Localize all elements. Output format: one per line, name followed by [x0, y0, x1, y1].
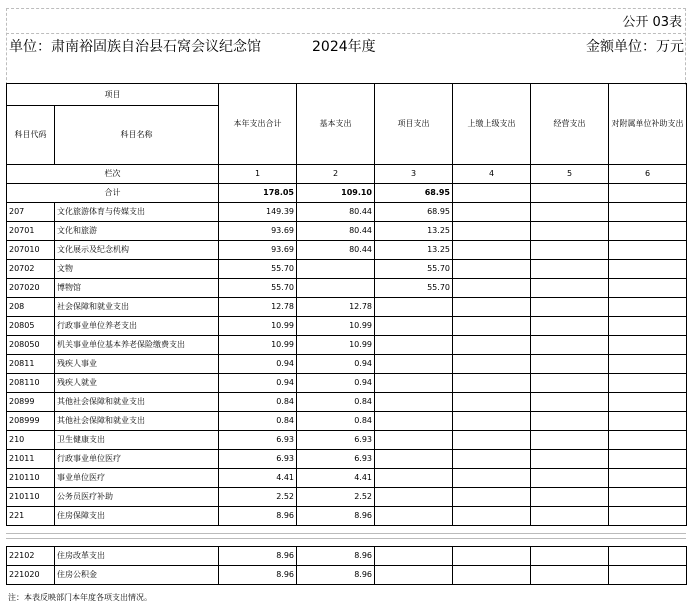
- page-break: [6, 533, 686, 539]
- basic-amount: 6.93: [297, 450, 375, 469]
- basic-amount: 8.96: [297, 507, 375, 526]
- empty-cell: [531, 566, 609, 585]
- empty-cell: [453, 298, 531, 317]
- subject-code: 210110: [7, 488, 55, 507]
- table-row: [7, 222, 687, 241]
- subject-name: 残疾人就业: [55, 374, 219, 393]
- basic-amount: 0.94: [297, 355, 375, 374]
- footnote: 注：本表反映部门本年度各项支出情况。: [8, 593, 152, 602]
- empty-cell: [453, 469, 531, 488]
- subject-code: 207: [7, 203, 55, 222]
- basic-amount: 12.78: [297, 298, 375, 317]
- subject-code: 22102: [7, 547, 55, 566]
- subject-code: 20702: [7, 260, 55, 279]
- column-index: 1: [219, 165, 297, 184]
- empty-cell: [609, 469, 687, 488]
- total-amount: 8.96: [219, 547, 297, 566]
- basic-amount: [297, 260, 375, 279]
- empty-cell: [609, 431, 687, 450]
- empty-cell: [531, 507, 609, 526]
- basic-amount: 0.94: [297, 374, 375, 393]
- basic-amount: 4.41: [297, 469, 375, 488]
- empty-cell: [453, 336, 531, 355]
- empty-cell: [531, 298, 609, 317]
- project-amount: [375, 431, 453, 450]
- title-divider: [6, 33, 686, 34]
- subject-code: 221: [7, 507, 55, 526]
- table-row: [7, 393, 687, 412]
- subject-name: 住房改革支出: [55, 547, 219, 566]
- total-amount: 0.94: [219, 355, 297, 374]
- subject-code: 221020: [7, 566, 55, 585]
- table-row: [7, 412, 687, 431]
- basic-amount: 80.44: [297, 203, 375, 222]
- column-index: 3: [375, 165, 453, 184]
- project-amount: 55.70: [375, 279, 453, 298]
- table-row: [7, 336, 687, 355]
- subject-name: 行政事业单位养老支出: [55, 317, 219, 336]
- table-row: [7, 507, 687, 526]
- project-amount: [375, 566, 453, 585]
- empty-cell: [609, 317, 687, 336]
- empty-cell: [453, 507, 531, 526]
- basic-amount: 80.44: [297, 241, 375, 260]
- empty-cell: [453, 279, 531, 298]
- table-row: [7, 279, 687, 298]
- total-amount: 0.94: [219, 374, 297, 393]
- empty-cell: [453, 393, 531, 412]
- empty-cell: [531, 469, 609, 488]
- table-row: [7, 241, 687, 260]
- subject-code: 207020: [7, 279, 55, 298]
- header-code: 科目代码: [7, 106, 55, 165]
- project-amount: [375, 336, 453, 355]
- total-amount: 0.84: [219, 412, 297, 431]
- total-amount: 149.39: [219, 203, 297, 222]
- empty-cell: [609, 393, 687, 412]
- subject-name: 文化旅游体育与传媒支出: [55, 203, 219, 222]
- header-basic: 基本支出: [297, 84, 375, 165]
- header-upper: 上缴上级支出: [453, 84, 531, 165]
- empty-cell: [531, 450, 609, 469]
- column-index: 5: [531, 165, 609, 184]
- table-row: [7, 469, 687, 488]
- subject-name: 事业单位医疗: [55, 469, 219, 488]
- header-name: 科目名称: [55, 106, 219, 165]
- subject-name: 卫生健康支出: [55, 431, 219, 450]
- subject-name: 文化和旅游: [55, 222, 219, 241]
- column-index: 6: [609, 165, 687, 184]
- expenditure-table-continued: [6, 546, 687, 585]
- total-amount: 6.93: [219, 450, 297, 469]
- table-row: [7, 298, 687, 317]
- table-row: [7, 317, 687, 336]
- empty-cell: [453, 431, 531, 450]
- money-unit: 金额单位：万元: [586, 39, 684, 55]
- empty-cell: [531, 241, 609, 260]
- basic-amount: 6.93: [297, 431, 375, 450]
- sum-total: 178.05: [219, 184, 297, 203]
- subject-code: 208999: [7, 412, 55, 431]
- header-project: 项目: [7, 84, 219, 106]
- empty-cell: [453, 184, 531, 203]
- subject-name: 文化展示及纪念机构: [55, 241, 219, 260]
- table-row: [7, 355, 687, 374]
- subject-code: 208: [7, 298, 55, 317]
- subject-code: 208050: [7, 336, 55, 355]
- empty-cell: [609, 241, 687, 260]
- sum-label: 合计: [7, 184, 219, 203]
- empty-cell: [453, 222, 531, 241]
- project-amount: 55.70: [375, 260, 453, 279]
- project-amount: [375, 374, 453, 393]
- subject-name: 博物馆: [55, 279, 219, 298]
- empty-cell: [609, 203, 687, 222]
- empty-cell: [531, 222, 609, 241]
- empty-cell: [609, 374, 687, 393]
- empty-cell: [531, 412, 609, 431]
- total-amount: 10.99: [219, 317, 297, 336]
- basic-amount: 8.96: [297, 566, 375, 585]
- project-amount: [375, 488, 453, 507]
- column-index: 2: [297, 165, 375, 184]
- empty-cell: [609, 260, 687, 279]
- total-amount: 93.69: [219, 222, 297, 241]
- subject-code: 210110: [7, 469, 55, 488]
- subject-code: 20701: [7, 222, 55, 241]
- project-amount: 13.25: [375, 222, 453, 241]
- empty-cell: [531, 184, 609, 203]
- empty-cell: [609, 412, 687, 431]
- table-row: [7, 547, 687, 566]
- empty-cell: [453, 355, 531, 374]
- subject-code: 207010: [7, 241, 55, 260]
- empty-cell: [531, 488, 609, 507]
- subject-code: 210: [7, 431, 55, 450]
- total-amount: 55.70: [219, 260, 297, 279]
- subject-name: 残疾人事业: [55, 355, 219, 374]
- subject-code: 21011: [7, 450, 55, 469]
- empty-cell: [609, 298, 687, 317]
- basic-amount: 8.96: [297, 547, 375, 566]
- project-amount: [375, 450, 453, 469]
- header-subsidy: 对附属单位补助支出: [609, 84, 687, 165]
- subject-code: 20899: [7, 393, 55, 412]
- report-year: 2024年度: [312, 39, 376, 55]
- empty-cell: [453, 203, 531, 222]
- empty-cell: [453, 547, 531, 566]
- empty-cell: [453, 566, 531, 585]
- empty-cell: [453, 241, 531, 260]
- empty-cell: [453, 450, 531, 469]
- empty-cell: [531, 279, 609, 298]
- table-row: [7, 431, 687, 450]
- empty-cell: [609, 279, 687, 298]
- empty-cell: [531, 547, 609, 566]
- empty-cell: [609, 566, 687, 585]
- empty-cell: [531, 374, 609, 393]
- subject-name: 住房公积金: [55, 566, 219, 585]
- empty-cell: [453, 412, 531, 431]
- subject-name: 其他社会保障和就业支出: [55, 412, 219, 431]
- table-row: [7, 203, 687, 222]
- empty-cell: [453, 260, 531, 279]
- header-project-expenditure: 项目支出: [375, 84, 453, 165]
- table-row: [7, 488, 687, 507]
- empty-cell: [609, 355, 687, 374]
- basic-amount: 2.52: [297, 488, 375, 507]
- empty-cell: [531, 260, 609, 279]
- subject-code: 20805: [7, 317, 55, 336]
- empty-cell: [531, 431, 609, 450]
- basic-amount: [297, 279, 375, 298]
- basic-amount: 0.84: [297, 393, 375, 412]
- empty-cell: [609, 547, 687, 566]
- empty-cell: [531, 355, 609, 374]
- empty-cell: [531, 203, 609, 222]
- column-index: 4: [453, 165, 531, 184]
- subject-name: 公务员医疗补助: [55, 488, 219, 507]
- subject-name: 住房保障支出: [55, 507, 219, 526]
- empty-cell: [453, 374, 531, 393]
- total-amount: 55.70: [219, 279, 297, 298]
- header-business: 经营支出: [531, 84, 609, 165]
- empty-cell: [609, 488, 687, 507]
- table-row: [7, 260, 687, 279]
- table-row: [7, 374, 687, 393]
- total-amount: 6.93: [219, 431, 297, 450]
- project-amount: 68.95: [375, 203, 453, 222]
- project-amount: [375, 355, 453, 374]
- table-row: [7, 450, 687, 469]
- project-amount: [375, 298, 453, 317]
- total-amount: 8.96: [219, 566, 297, 585]
- empty-cell: [609, 507, 687, 526]
- project-amount: 13.25: [375, 241, 453, 260]
- total-amount: 93.69: [219, 241, 297, 260]
- basic-amount: 10.99: [297, 317, 375, 336]
- column-index-label: 栏次: [7, 165, 219, 184]
- empty-cell: [531, 317, 609, 336]
- subject-name: 行政事业单位医疗: [55, 450, 219, 469]
- empty-cell: [609, 450, 687, 469]
- empty-cell: [531, 393, 609, 412]
- unit-name: 单位：肃南裕固族自治县石窝会议纪念馆: [9, 39, 261, 55]
- basic-amount: 10.99: [297, 336, 375, 355]
- total-amount: 10.99: [219, 336, 297, 355]
- table-row: [7, 566, 687, 585]
- subject-name: 其他社会保障和就业支出: [55, 393, 219, 412]
- project-amount: [375, 317, 453, 336]
- header-total: 本年支出合计: [219, 84, 297, 165]
- empty-cell: [453, 317, 531, 336]
- total-amount: 2.52: [219, 488, 297, 507]
- subject-code: 208110: [7, 374, 55, 393]
- total-amount: 0.84: [219, 393, 297, 412]
- subject-name: 文物: [55, 260, 219, 279]
- project-amount: [375, 507, 453, 526]
- empty-cell: [453, 488, 531, 507]
- table-number: 公开 03表: [622, 15, 682, 30]
- expenditure-table: [6, 83, 687, 526]
- basic-amount: 80.44: [297, 222, 375, 241]
- subject-name: 社会保障和就业支出: [55, 298, 219, 317]
- project-amount: [375, 412, 453, 431]
- subject-code: 20811: [7, 355, 55, 374]
- total-amount: 8.96: [219, 507, 297, 526]
- subject-name: 机关事业单位基本养老保险缴费支出: [55, 336, 219, 355]
- project-amount: [375, 469, 453, 488]
- empty-cell: [531, 336, 609, 355]
- project-amount: [375, 393, 453, 412]
- sum-basic: 109.10: [297, 184, 375, 203]
- total-amount: 12.78: [219, 298, 297, 317]
- empty-cell: [609, 184, 687, 203]
- sum-project: 68.95: [375, 184, 453, 203]
- empty-cell: [609, 336, 687, 355]
- empty-cell: [609, 222, 687, 241]
- total-amount: 4.41: [219, 469, 297, 488]
- basic-amount: 0.84: [297, 412, 375, 431]
- project-amount: [375, 547, 453, 566]
